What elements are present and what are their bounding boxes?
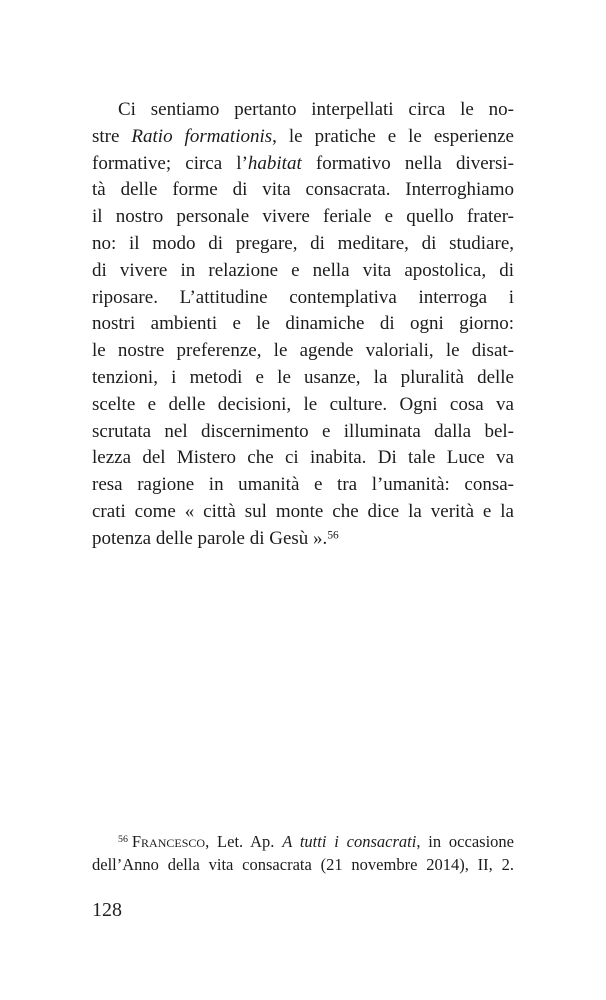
paragraph-line: no: il modo di pregare, di meditare, di studiare,: [92, 232, 514, 254]
footnote-author: Francesco: [131, 832, 206, 851]
paragraph-line: crati come « città sul monte che dice la verità e la: [92, 500, 514, 522]
paragraph-line: [92, 124, 514, 151]
footnote: [92, 831, 514, 876]
paragraph-line: scelte e delle decisioni, le culture. Ogni cosa va: [92, 393, 514, 415]
main-paragraph: [92, 97, 514, 553]
line-text: formativo nella diversi-: [301, 152, 515, 174]
paragraph-line: lezza del Mistero che ci inabita. Di tale Luce va: [92, 447, 514, 469]
line-text: formative; circa l’: [92, 152, 248, 174]
footnote-line: dell’Anno della vita consacrata (21 novembre 2014), II, 2.: [92, 854, 514, 874]
paragraph-line: nostri ambienti e le dinamiche di ogni giorno:: [92, 313, 514, 335]
page-number: 128: [92, 899, 122, 921]
paragraph-line: resa ragione in umanità e tra l’umanità: consa-: [92, 474, 514, 496]
footnote-line: [92, 831, 514, 854]
footnote-text: , Let. Ap.: [205, 832, 283, 851]
footnote-text: , in occasione: [416, 832, 514, 851]
paragraph-line: tenzioni, i metodi e le usanze, la pluralità delle: [92, 366, 514, 388]
paragraph-line: tà delle forme di vita consacrata. Interroghiamo: [92, 179, 514, 201]
line-text: , le pratiche e le esperienze: [272, 125, 514, 147]
paragraph-line: il nostro personale vivere feriale e quello frater-: [92, 206, 514, 228]
italic-phrase: habitat: [247, 152, 302, 174]
paragraph-line: [92, 151, 514, 178]
paragraph-line: Ci sentiamo pertanto interpellati circa le no-: [118, 99, 514, 120]
footnote-ref: 56: [327, 529, 339, 542]
paragraph-line: [92, 526, 514, 553]
paragraph-line: di vivere in relazione e nella vita apostolica, di: [92, 259, 514, 281]
paragraph-line: scrutata nel discernimento e illuminata dalla bel-: [92, 420, 514, 442]
italic-phrase: Ratio formationis: [131, 125, 273, 147]
footnote-work-title: A tutti i consacrati: [282, 832, 417, 851]
line-text: stre: [92, 125, 132, 147]
footnote-marker: 56: [118, 834, 128, 846]
paragraph-line: le nostre preferenze, le agende valoriali, le disat-: [92, 340, 514, 362]
paragraph-line: riposare. L’attitudine contemplativa interroga i: [92, 286, 514, 308]
line-text: potenza delle parole di Gesù ».: [92, 527, 328, 549]
